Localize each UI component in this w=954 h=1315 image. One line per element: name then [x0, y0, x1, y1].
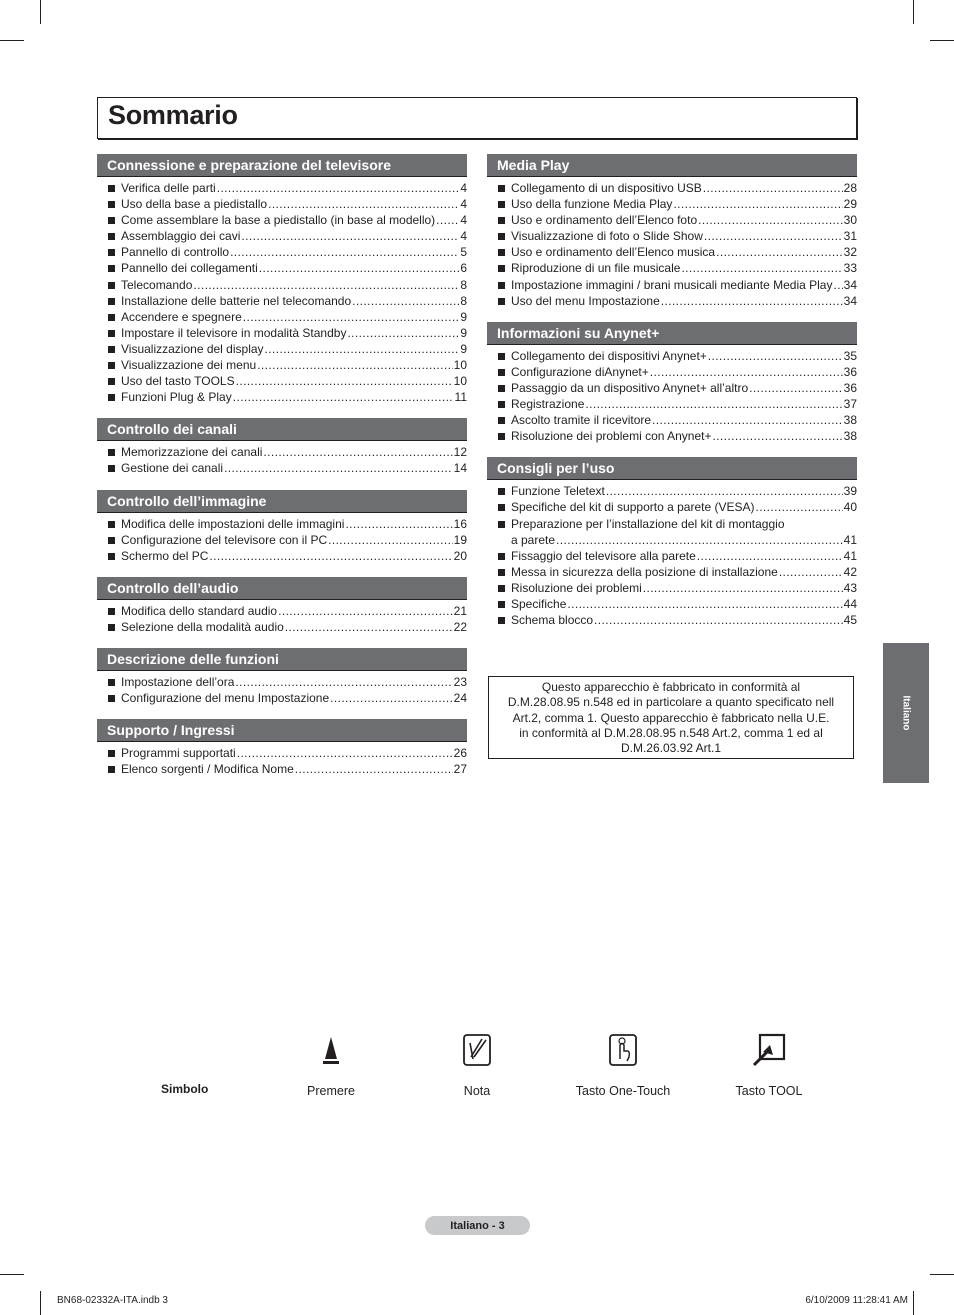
toc-entry-page: 41 [843, 548, 857, 563]
symbol-label: Tasto TOOL [735, 1084, 803, 1098]
toc-section [487, 457, 857, 628]
toc-entry-page: 45 [843, 613, 857, 628]
toc-entry-title: Messa in sicurezza della posizione di installazione [511, 564, 778, 579]
toc-entry-title: Specifiche del kit di supporto a parete (VESA) [511, 500, 755, 515]
language-side-tab [883, 643, 929, 783]
toc-entry-title: Uso del tasto TOOLS [121, 374, 235, 389]
dot-leader [265, 341, 460, 357]
section-heading: Consigli per l’uso [487, 457, 857, 480]
toc-entry-page: 43 [843, 580, 857, 595]
toc-entry-title: Memorizzazione dei canali [121, 445, 263, 460]
dot-leader [235, 674, 452, 690]
toc-entry-title: Collegamento di un dispositivo USB [511, 181, 702, 195]
dot-leader [347, 325, 459, 341]
dot-leader [209, 548, 452, 564]
toc-list [97, 441, 467, 476]
dot-leader [585, 396, 842, 412]
crop-mark [0, 1274, 24, 1275]
toc-entry [97, 373, 467, 389]
toc-list [487, 345, 857, 445]
section-heading: Controllo dell’audio [97, 577, 467, 600]
toc-entry-page: 5 [460, 245, 467, 260]
press-icon [261, 1030, 401, 1070]
toc-entry-title: Telecomando [121, 277, 193, 292]
toc-entry [97, 674, 467, 690]
notice-line: D.M.26.03.92 Art.1 [620, 741, 722, 756]
dot-leader [268, 196, 459, 212]
page-title: Sommario [108, 100, 238, 130]
toc-entry [97, 260, 467, 276]
toc-entry [97, 389, 467, 405]
toc-entry-page: 8 [460, 293, 467, 308]
notice-line: in conformità al D.M.28.08.95 n.548 Art.2, comma 1 ed al [519, 725, 823, 740]
dot-leader [193, 277, 459, 293]
toc-entry-page: 10 [453, 374, 467, 389]
toc-entry-title: Configurazione diAnynet+ [511, 364, 649, 379]
toc-entry-page: 31 [843, 229, 857, 244]
dot-leader [661, 293, 843, 309]
symbol-tool [699, 1030, 839, 1098]
dot-leader [436, 212, 459, 228]
toc-entry-page: 11 [454, 390, 467, 405]
crop-mark [930, 40, 954, 41]
dot-leader [698, 212, 843, 228]
toc-entry [97, 548, 467, 564]
page-number-badge: Italiano - 3 [425, 1216, 530, 1235]
toc-entry-title: Installazione delle batterie nel telecomando [121, 293, 352, 308]
toc-entry-page: 37 [843, 397, 857, 412]
tool-icon [699, 1030, 839, 1070]
toc-entry-page: 30 [843, 213, 857, 228]
dot-leader [704, 228, 843, 244]
dot-leader [673, 196, 842, 212]
toc-entry-title: Impostazione immagini / brani musicali mediante Media Play [511, 277, 833, 292]
toc-entry [97, 603, 467, 619]
toc-entry [97, 244, 467, 260]
toc-entry [97, 212, 467, 228]
toc-entry [487, 380, 857, 396]
dot-leader [352, 293, 459, 309]
dot-leader [697, 548, 843, 564]
toc-list [97, 177, 467, 405]
toc-entry-page: 33 [843, 261, 857, 276]
toc-entry-title: Programmi supportati [121, 746, 236, 761]
toc-entry-title: Funzione Teletext [511, 484, 605, 499]
crop-mark [913, 1291, 914, 1315]
dot-leader [594, 612, 843, 628]
toc-entry [97, 341, 467, 357]
toc-entry-title: Schermo del PC [121, 548, 209, 563]
toc-entry-page: 40 [843, 500, 857, 515]
toc-list [487, 177, 857, 309]
toc-entry [97, 325, 467, 341]
toc-entry-title: Visualizzazione del display [121, 341, 264, 356]
toc-section [97, 490, 467, 564]
toc-entry [97, 293, 467, 309]
crop-mark [40, 1291, 41, 1315]
dot-leader [328, 532, 453, 548]
dot-leader [330, 690, 453, 706]
symbols-legend [0, 1030, 954, 1110]
toc-entry-page: 38 [843, 413, 857, 428]
toc-entry [487, 260, 857, 276]
toc-entry-page: 34 [843, 277, 857, 292]
toc-entry [97, 196, 467, 212]
toc-entry-page: 14 [453, 461, 467, 476]
toc-entry-title: Uso del menu Impostazione [511, 293, 660, 308]
toc-entry-title: Come assemblare la base a piedistallo (in base al modello) [121, 213, 436, 228]
symbols-title: Simbolo [161, 1082, 209, 1096]
toc-entry-page: 20 [453, 548, 467, 563]
toc-entry [97, 309, 467, 325]
dot-leader [567, 596, 842, 612]
toc-entry [487, 596, 857, 612]
toc-entry [487, 228, 857, 244]
toc-entry-title: Modifica dello standard audio [121, 603, 278, 618]
toc-entry [97, 619, 467, 635]
dot-leader [703, 180, 843, 196]
toc-entry-page: 12 [453, 445, 467, 460]
toc-entry-page: 22 [453, 619, 467, 634]
toc-entry-title: Schema blocco [511, 613, 594, 628]
toc-entry [97, 277, 467, 293]
toc-section [487, 322, 857, 445]
toc-entry-page: 32 [843, 245, 857, 260]
toc-entry-page: 34 [843, 293, 857, 308]
toc-entry-page: 38 [843, 429, 857, 444]
toc-entry [487, 580, 857, 596]
notice-line: Questo apparecchio è fabbricato in conformità al [541, 680, 801, 694]
toc-entry [487, 180, 857, 196]
toc-list [487, 480, 857, 628]
toc-entry-page: 19 [453, 532, 467, 547]
toc-section [97, 154, 467, 405]
toc-entry-title: Gestione dei canali [121, 461, 224, 476]
toc-entry [487, 244, 857, 260]
crop-mark [40, 0, 41, 24]
section-heading: Controllo dell’immagine [97, 490, 467, 513]
toc-entry-title: Assemblaggio dei cavi [121, 229, 241, 244]
toc-entry-page: 9 [460, 309, 467, 324]
toc-list [97, 600, 467, 635]
toc-entry [97, 357, 467, 373]
toc-entry [487, 428, 857, 444]
toc-entry [97, 761, 467, 777]
section-heading: Descrizione delle funzioni [97, 648, 467, 671]
toc-entry [487, 348, 857, 364]
toc-entry-title: Preparazione per l’installazione del kit di montaggio [511, 516, 785, 531]
symbol-label: Tasto One-Touch [575, 1084, 671, 1098]
toc-entry-page: 35 [843, 348, 857, 363]
toc-section [97, 719, 467, 777]
toc-left-column [97, 154, 467, 777]
toc-entry-title: Accendere e spegnere [121, 309, 242, 324]
toc-entry [487, 293, 857, 309]
dot-leader [233, 389, 454, 405]
toc-entry-page: 36 [843, 380, 857, 395]
toc-entry-title: Impostazione dell’ora [121, 674, 235, 689]
toc-entry [487, 483, 857, 499]
conformity-notice [488, 676, 854, 759]
notice-line: D.M.28.08.95 n.548 ed in particolare a quanto specificato nell [507, 695, 835, 710]
symbol-label: Premere [307, 1084, 355, 1098]
crop-mark [913, 0, 914, 24]
toc-right-column [487, 154, 857, 628]
section-heading: Controllo dei canali [97, 418, 467, 441]
dot-leader [755, 499, 842, 515]
toc-entry [487, 212, 857, 228]
toc-entry-page: 27 [453, 762, 467, 777]
toc-entry [487, 564, 857, 580]
dot-leader [295, 761, 453, 777]
toc-entry-page: 6 [460, 261, 467, 276]
toc-entry-page: 29 [843, 197, 857, 212]
toc-entry [487, 532, 857, 548]
symbol-label: Nota [463, 1084, 491, 1098]
toc-list [97, 742, 467, 777]
toc-entry-page: 41 [843, 532, 857, 547]
dot-leader [652, 412, 843, 428]
toc-entry-title: Selezione della modalità audio [121, 619, 284, 634]
toc-entry-title: Configurazione del televisore con il PC [121, 532, 328, 547]
toc-entry-page: 4 [460, 229, 467, 244]
toc-entry-page: 4 [460, 197, 467, 212]
dot-leader [345, 516, 452, 532]
toc-list [97, 513, 467, 564]
toc-entry [487, 277, 857, 293]
dot-leader [285, 619, 453, 635]
dot-leader [243, 309, 460, 325]
toc-entry-title: Elenco sorgenti / Modifica Nome [121, 762, 294, 777]
toc-entry [97, 532, 467, 548]
dot-leader [263, 444, 452, 460]
toc-entry-title: Impostare il televisore in modalità Standby [121, 325, 347, 340]
dot-leader [779, 564, 843, 580]
notice-line: Art.2, comma 1. Questo apparecchio è fabbricato nella U.E. [512, 710, 830, 725]
toc-entry-title: Fissaggio del televisore alla parete [511, 548, 696, 563]
section-heading: Supporto / Ingressi [97, 719, 467, 742]
dot-leader [681, 260, 842, 276]
toc-entry-page: 8 [460, 277, 467, 292]
toc-entry-title: Ascolto tramite il ricevitore [511, 413, 652, 428]
toc-entry-page: 16 [453, 516, 467, 531]
toc-entry-title: Specifiche [511, 596, 567, 611]
footer-file-info: BN68-02332A-ITA.indb 3 [57, 1295, 168, 1306]
toc-entry-title: Uso e ordinamento dell’Elenco foto [511, 213, 698, 228]
toc-entry-page: 42 [843, 564, 857, 579]
toc-entry-title: Verifica delle parti [121, 181, 216, 195]
toc-entry-title: Configurazione del menu Impostazione [121, 691, 330, 706]
dot-leader [716, 244, 843, 260]
toc-entry-page: 24 [453, 691, 467, 706]
dot-leader [230, 244, 459, 260]
dot-leader [278, 603, 453, 619]
toc-entry-title: Passaggio da un dispositivo Anynet+ all’altro [511, 380, 749, 395]
toc-entry-page: 9 [460, 341, 467, 356]
toc-entry [97, 690, 467, 706]
toc-entry [487, 396, 857, 412]
toc-entry-page: 23 [453, 674, 467, 689]
toc-entry-page: 39 [843, 484, 857, 499]
toc-entry-page: 10 [453, 358, 467, 373]
dot-leader [650, 364, 843, 380]
section-heading: Informazioni su Anynet+ [487, 322, 857, 345]
toc-entry-page: 44 [843, 596, 857, 611]
crop-mark [930, 1274, 954, 1275]
toc-entry [97, 516, 467, 532]
dot-leader [217, 180, 460, 196]
toc-entry-page: 26 [453, 746, 467, 761]
toc-entry-title: Riproduzione di un file musicale [511, 261, 681, 276]
toc-entry [487, 412, 857, 428]
toc-entry [97, 444, 467, 460]
toc-entry-page: 4 [460, 213, 467, 228]
toc-section [97, 648, 467, 706]
toc-entry-title: Uso della base a piedistallo [121, 197, 268, 212]
toc-entry-title: Risoluzione dei problemi [511, 580, 642, 595]
toc-entry-title: Pannello di controllo [121, 245, 230, 260]
toc-list [97, 671, 467, 706]
toc-entry [97, 228, 467, 244]
dot-leader [259, 260, 460, 276]
toc-section [487, 154, 857, 309]
toc-entry-page: 21 [453, 603, 467, 618]
dot-leader [224, 460, 453, 476]
dot-leader [237, 745, 453, 761]
toc-entry-title: Modifica delle impostazioni delle immagini [121, 516, 345, 531]
footer-timestamp: 6/10/2009 11:28:41 AM [805, 1295, 908, 1306]
toc-entry [97, 460, 467, 476]
toc-entry [487, 612, 857, 628]
toc-entry-title: Risoluzione dei problemi con Anynet+ [511, 429, 712, 444]
toc-entry-title: Visualizzazione dei menu [121, 358, 257, 373]
toc-entry-page: 28 [843, 181, 857, 195]
symbol-one-touch [553, 1030, 693, 1098]
dot-leader [708, 348, 843, 364]
toc-entry-title: a parete [511, 532, 556, 547]
side-tab-label: Italiano [900, 695, 912, 731]
dot-leader [556, 532, 843, 548]
toc-entry [97, 180, 467, 196]
toc-entry [487, 516, 857, 532]
dot-leader [241, 228, 459, 244]
toc-entry-title: Uso della funzione Media Play [511, 197, 673, 212]
dot-leader [712, 428, 842, 444]
toc-entry [97, 745, 467, 761]
symbol-press [261, 1030, 401, 1098]
toc-entry-title: Pannello dei collegamenti [121, 261, 258, 276]
dot-leader [236, 373, 453, 389]
toc-entry [487, 364, 857, 380]
toc-entry-page: 36 [843, 364, 857, 379]
toc-section [97, 418, 467, 476]
section-heading: Connessione e preparazione del televisore [97, 154, 467, 177]
note-icon [407, 1030, 547, 1070]
toc-entry-title: Visualizzazione di foto o Slide Show [511, 229, 703, 244]
one-touch-icon [553, 1030, 693, 1070]
toc-entry-page: 9 [460, 325, 467, 340]
title-box [97, 97, 857, 139]
dot-leader [833, 277, 842, 293]
section-heading: Media Play [487, 154, 857, 177]
toc-entry [487, 196, 857, 212]
toc-entry-title: Registrazione [511, 397, 585, 412]
symbol-note [407, 1030, 547, 1098]
toc-entry [487, 499, 857, 515]
crop-mark [0, 40, 24, 41]
toc-section [97, 577, 467, 635]
toc-entry-title: Uso e ordinamento dell’Elenco musica [511, 245, 716, 260]
toc-entry-title: Funzioni Plug & Play [121, 390, 232, 405]
dot-leader [257, 357, 452, 373]
toc-entry-title: Collegamento dei dispositivi Anynet+ [511, 348, 707, 363]
toc-entry [487, 548, 857, 564]
dot-leader [643, 580, 843, 596]
dot-leader [749, 380, 842, 396]
toc-entry-page: 4 [460, 181, 467, 195]
dot-leader [606, 483, 843, 499]
